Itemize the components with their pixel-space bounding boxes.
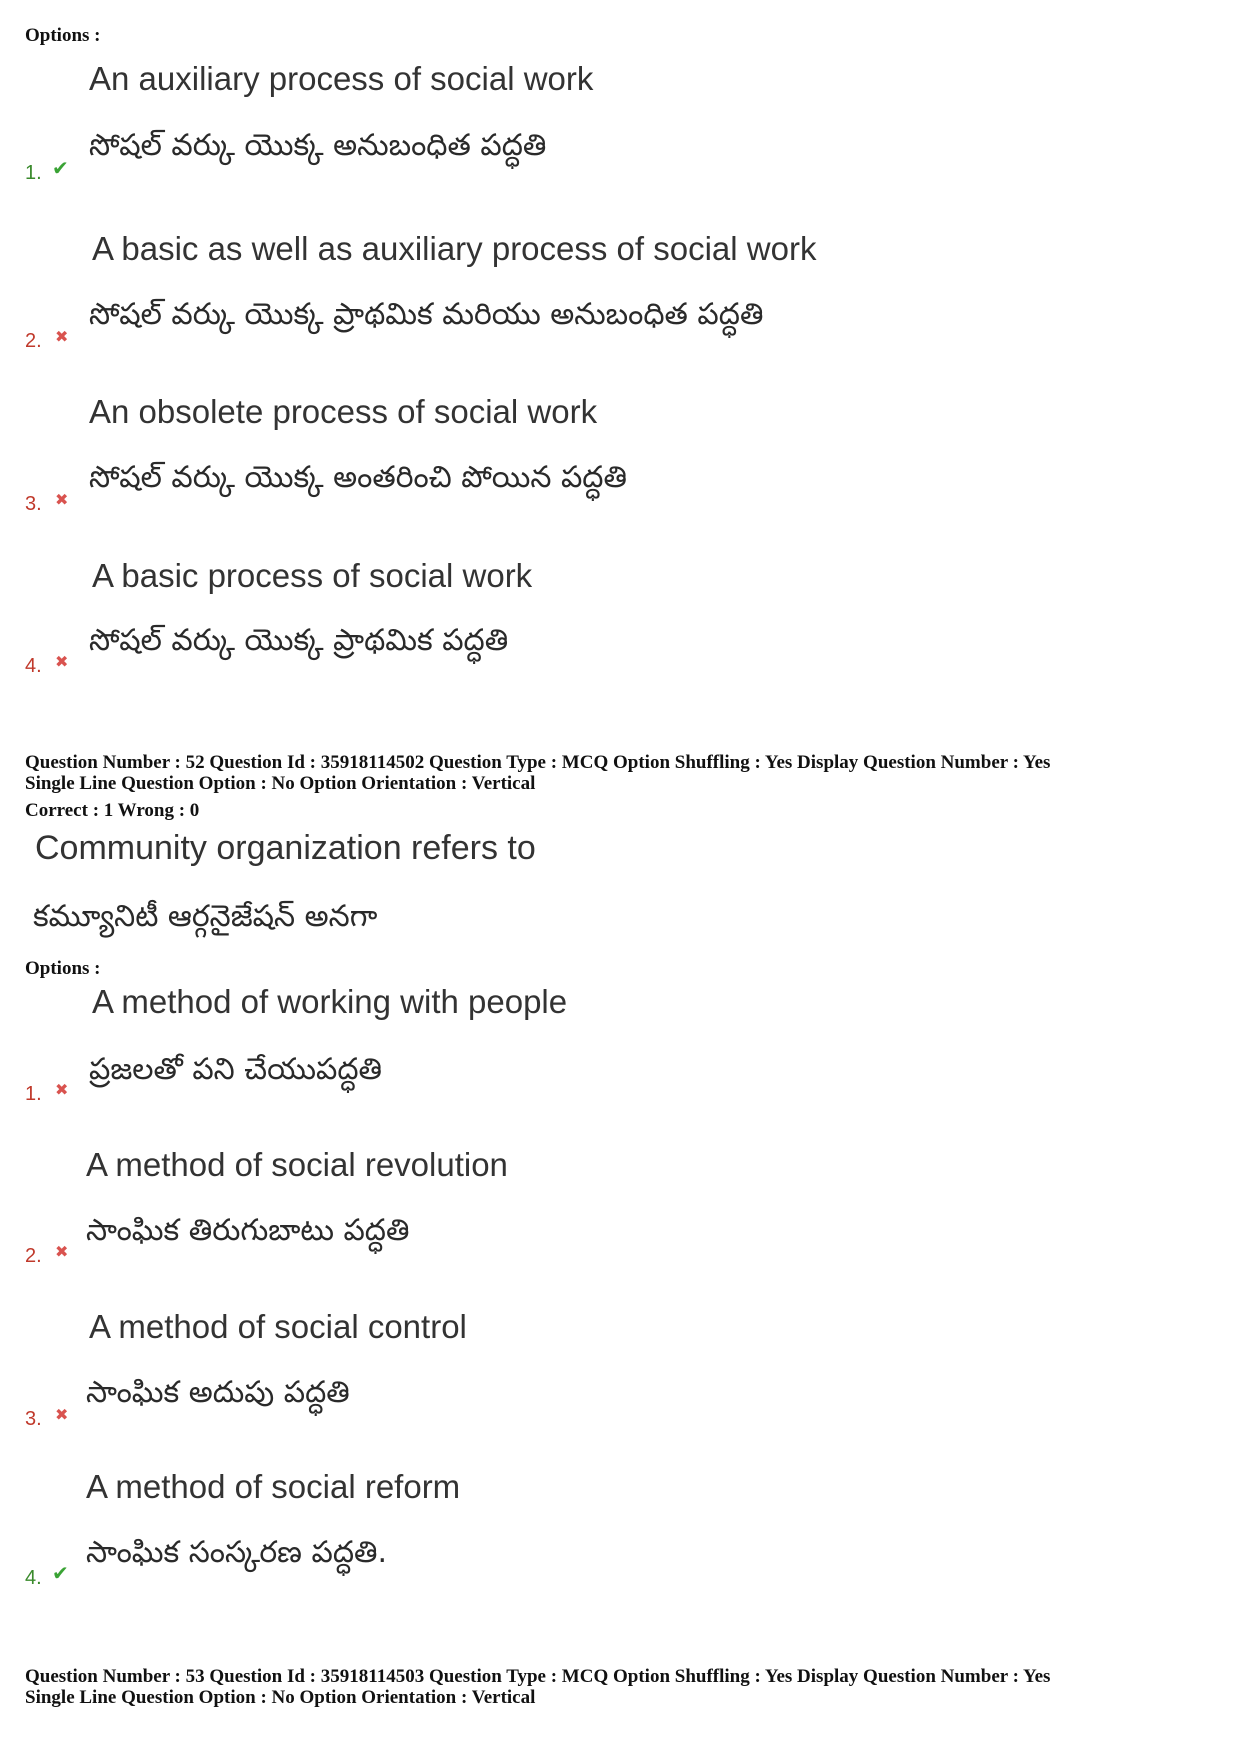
option-2-number: 2. [25,330,42,352]
option-4-english: A basic process of social work [92,557,533,594]
q52-option-1-english: A method of working with people [92,983,568,1020]
cross-mark-icon: ✖ [55,1405,69,1424]
question-52-text-english: Community organization refers to [35,829,536,867]
option-1-number: 1. [25,162,42,184]
q52-option-2-telugu: సాంఘిక తిరుగుబాటు పద్ధతి [86,1213,410,1248]
option-2-telugu: సోషల్ వర్కు యొక్క ప్రాథమిక మరియు అనుబంధిత పద్ధతి [89,297,764,332]
q52-option-4-telugu: సాంఘిక సంస్కరణ పద్ధతి. [86,1535,388,1570]
option-1-english: An auxiliary process of social work [89,60,594,97]
question-52-text-telugu: కమ్యూనిటీ ఆర్గనైజేషన్ అనగా [33,899,378,934]
q52-option-1-number: 1. [25,1083,42,1105]
options-label: Options : [25,958,101,979]
question-53-meta-line2: Single Line Question Option : No Option Orientation : Vertical [25,1687,536,1708]
question-52-meta-line1: Question Number : 52 Question Id : 35918114502 Question Type : MCQ Option Shuffling : Yes Display Question Number : Yes [25,752,1051,773]
cross-mark-icon: ✖ [55,490,69,509]
options-label: Options : [25,25,101,46]
q52-option-3-english: A method of social control [89,1308,467,1345]
question-52-score: Correct : 1 Wrong : 0 [25,800,200,821]
option-3-english: An obsolete process of social work [89,393,598,430]
cross-mark-icon: ✖ [55,1080,69,1099]
question-52-meta-line2: Single Line Question Option : No Option Orientation : Vertical [25,773,536,794]
q52-option-3-number: 3. [25,1408,42,1430]
option-3-telugu: సోషల్ వర్కు యొక్క అంతరించి పోయిన పద్ధతి [89,460,627,495]
q52-option-3-telugu: సాంఘిక అదుపు పద్ధతి [86,1375,350,1410]
question-53-meta-line1: Question Number : 53 Question Id : 35918114503 Question Type : MCQ Option Shuffling : Yes Display Question Number : Yes [25,1666,1051,1687]
cross-mark-icon: ✖ [55,327,69,346]
q52-option-1-telugu: ప్రజలతో పని చేయుపద్ధతి [89,1052,383,1087]
check-mark-icon: ✔ [52,156,69,180]
option-3-number: 3. [25,493,42,515]
q52-option-4-number: 4. [25,1567,42,1589]
cross-mark-icon: ✖ [55,1242,69,1261]
option-1-telugu: సోషల్ వర్కు యొక్క అనుబంధిత పద్ధతి [89,128,547,163]
q52-option-2-english: A method of social revolution [86,1146,508,1183]
q52-option-2-number: 2. [25,1245,42,1267]
q52-option-4-english: A method of social reform [86,1468,461,1505]
cross-mark-icon: ✖ [55,652,69,671]
option-4-number: 4. [25,655,42,677]
option-4-telugu: సోషల్ వర్కు యొక్క ప్రాథమిక పద్ధతి [89,623,509,658]
option-2-english: A basic as well as auxiliary process of social work [92,230,817,267]
check-mark-icon: ✔ [52,1561,69,1585]
